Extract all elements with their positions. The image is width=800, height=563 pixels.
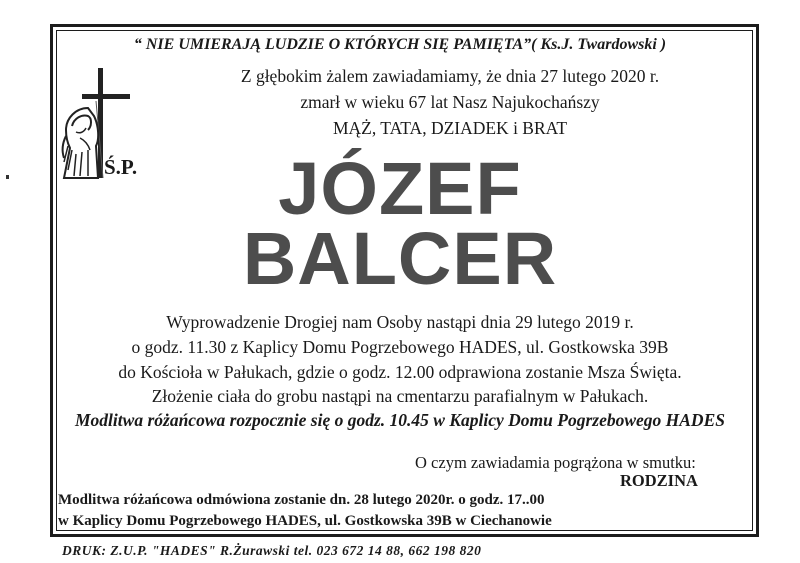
funeral-line-4: Złożenie ciała do grobu nastąpi na cmentarzu parafialnym w Pałukach. xyxy=(151,386,649,406)
informant-line: O czym zawiadamia pogrążona w smutku: xyxy=(415,453,696,472)
funeral-line-1: Wyprowadzenie Drogiej nam Osoby nastąpi dnia 29 lutego 2019 r. xyxy=(166,312,634,332)
intro-line-3: MĄŻ, TATA, DZIADEK i BRAT xyxy=(332,118,568,138)
funeral-line-3: do Kościoła w Pałukach, gdzie o godz. 12.00 odprawiona zostanie Msza Święta. xyxy=(118,362,682,382)
family-signature: RODZINA xyxy=(620,471,698,490)
motto: “ NIE UMIERAJĄ LUDZIE O KTÓRYCH SIĘ PAMIĘTA”( Ks.J. Twardowski ) xyxy=(133,36,667,53)
funeral-line-2: o godz. 11.30 z Kaplicy Domu Pogrzebowego HADES, ul. Gostkowska 39B xyxy=(131,337,669,357)
last-name: BALCER xyxy=(242,217,558,300)
first-name: JÓZEF xyxy=(278,147,522,230)
rosary-announcement: Modlitwa różańcowa rozpocznie się o godz. 10.45 w Kaplicy Domu Pogrzebowego HADES xyxy=(75,410,725,430)
rosary-note-line-1: Modlitwa różańcowa odmówiona zostanie dn. 28 lutego 2020r. o godz. 17..00 xyxy=(58,492,545,508)
printer-footer: DRUK: Z.U.P. "HADES" R.Żurawski tel. 023 672 14 88, 662 198 820 xyxy=(62,543,482,558)
intro-line-2: zmarł w wieku 67 lat Nasz Najukochańszy xyxy=(300,92,600,112)
rosary-note-line-2: w Kaplicy Domu Pogrzebowego HADES, ul. Gostkowska 39B w Ciechanowie xyxy=(58,513,552,529)
intro-line-1: Z głębokim żalem zawiadamiamy, że dnia 27 lutego 2020 r. xyxy=(240,66,660,86)
sp-abbreviation: Ś.P. xyxy=(104,155,138,179)
